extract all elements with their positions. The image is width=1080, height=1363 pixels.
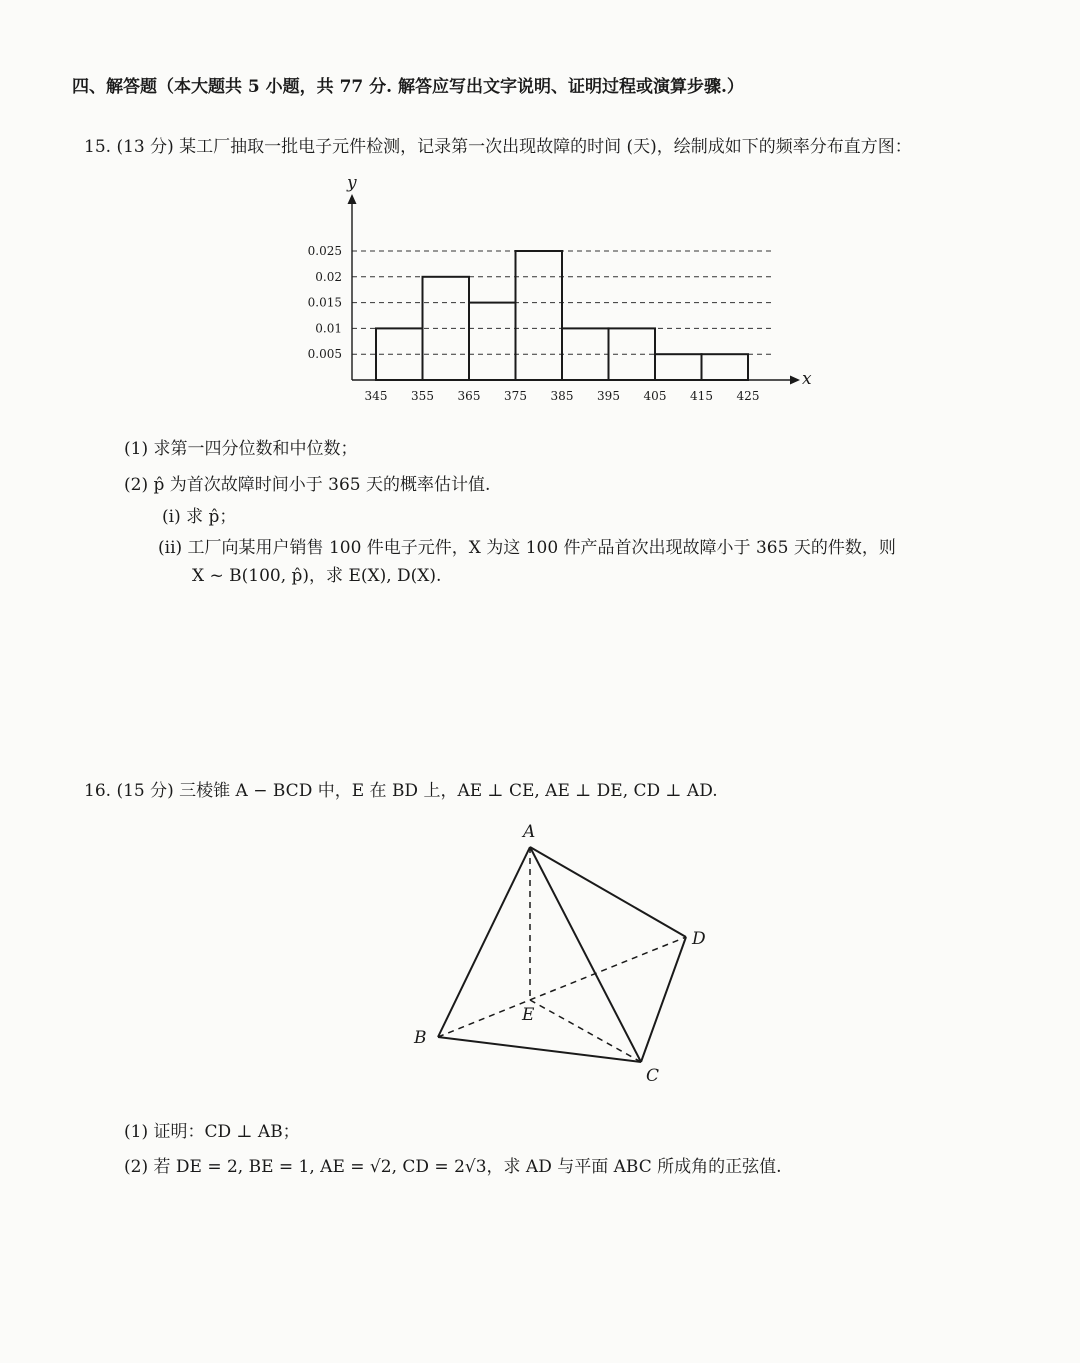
y-tick-label: 0.025: [307, 244, 342, 258]
q15-part2: (2) p̂ 为首次故障时间小于 365 天的概率估计值.: [124, 475, 491, 495]
q15-part2-i: (i) 求 p̂；: [162, 507, 237, 527]
edge-BC: [438, 1037, 641, 1062]
edge-AB: [438, 847, 530, 1037]
q16-part1: (1) 证明：CD ⊥ AB；: [124, 1122, 300, 1142]
y-tick-label: 0.02: [315, 269, 342, 284]
q16-stem: 16. (15 分) 三棱锥 A − BCD 中，E 在 BD 上，AE ⊥ CE, AE ⊥ DE, CD ⊥ AD.: [84, 781, 718, 801]
q15-part2-ii-line2: X ~ B(100, p̂)，求 E(X), D(X).: [192, 566, 442, 586]
x-tick-label: 395: [597, 389, 620, 403]
y-tick-label: 0.005: [307, 347, 342, 362]
vertex-label-B: B: [414, 1028, 427, 1048]
histogram-bar: [702, 354, 749, 380]
vertex-label-E: E: [522, 1005, 535, 1025]
x-tick-label: 345: [364, 389, 388, 403]
q15-part2-ii-line1: (ii) 工厂向某用户销售 100 件电子元件，X 为这 100 件产品首次出现故障小于 365 天的件数，则: [158, 538, 896, 558]
edge-BD: [438, 937, 686, 1037]
vertex-label-C: C: [646, 1066, 660, 1086]
x-tick-label: 355: [411, 389, 434, 403]
x-tick-label: 375: [504, 389, 527, 403]
x-tick-label: 405: [643, 389, 667, 403]
y-tick-label: 0.015: [307, 295, 342, 310]
vertex-label-A: A: [523, 822, 536, 842]
x-tick-label: 385: [550, 389, 574, 403]
q15-stem: 15. (13 分) 某工厂抽取一批电子元件检测，记录第一次出现故障的时间 (天)，绘制成如下的频率分布直方图：: [84, 137, 912, 157]
x-tick-label: 415: [690, 389, 713, 403]
chart-axes: [346, 173, 812, 389]
histogram-bar: [516, 251, 563, 380]
vertex-label-D: D: [692, 929, 706, 949]
histogram-bar: [469, 303, 516, 380]
pyramid-diagram: [400, 815, 730, 1095]
histogram-chart: [290, 170, 830, 410]
edge-CD: [641, 937, 686, 1062]
histogram-bar: [655, 354, 702, 380]
section-title: 四、解答题（本大题共 5 小题，共 77 分. 解答应写出文字说明、证明过程或演算步骤.）: [72, 77, 744, 97]
q16-part2: (2) 若 DE = 2, BE = 1, AE = √2, CD = 2√3，求 AD 与平面 ABC 所成角的正弦值.: [124, 1157, 782, 1177]
y-tick-label: 0.01: [315, 321, 342, 336]
x-axis-label: x: [802, 369, 812, 389]
y-axis-label: y: [347, 173, 357, 193]
y-axis-arrow: [348, 194, 357, 204]
chart-bars: [376, 251, 748, 380]
x-axis-arrow: [790, 376, 800, 385]
x-tick-label: 365: [457, 389, 481, 403]
q15-part1: (1) 求第一四分位数和中位数；: [124, 439, 358, 459]
x-tick-label: 425: [736, 389, 760, 403]
